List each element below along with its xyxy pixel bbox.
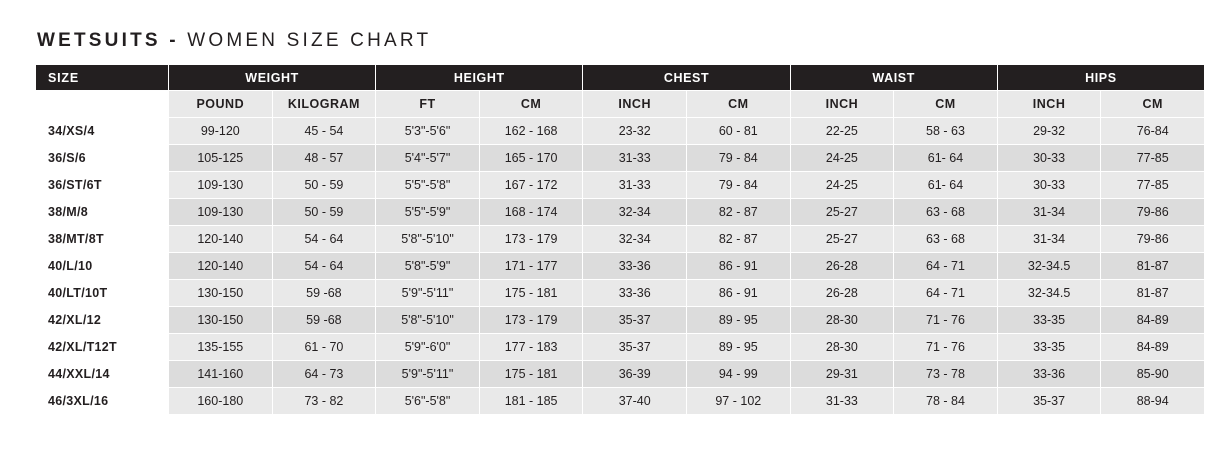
measurement-cell: 77-85 [1101, 145, 1205, 172]
measurement-cell: 5'8"-5'9" [376, 253, 480, 280]
header-unit-ft: FT [376, 91, 480, 118]
measurement-cell: 109-130 [169, 199, 273, 226]
measurement-cell: 79-86 [1101, 226, 1205, 253]
size-label-cell: 36/S/6 [36, 145, 169, 172]
measurement-cell: 86 - 91 [687, 280, 791, 307]
header-unit-pound: POUND [169, 91, 273, 118]
size-label-cell: 36/ST/6T [36, 172, 169, 199]
size-label-cell: 34/XS/4 [36, 118, 169, 145]
measurement-cell: 78 - 84 [894, 388, 998, 415]
measurement-cell: 45 - 54 [272, 118, 376, 145]
measurement-cell: 59 -68 [272, 307, 376, 334]
measurement-cell: 31-33 [790, 388, 894, 415]
measurement-cell: 181 - 185 [479, 388, 583, 415]
measurement-cell: 24-25 [790, 145, 894, 172]
measurement-cell: 5'5"-5'9" [376, 199, 480, 226]
measurement-cell: 141-160 [169, 361, 273, 388]
measurement-cell: 33-35 [997, 307, 1101, 334]
measurement-cell: 168 - 174 [479, 199, 583, 226]
measurement-cell: 94 - 99 [687, 361, 791, 388]
measurement-cell: 88-94 [1101, 388, 1205, 415]
measurement-cell: 24-25 [790, 172, 894, 199]
measurement-cell: 28-30 [790, 307, 894, 334]
measurement-cell: 99-120 [169, 118, 273, 145]
table-row [36, 334, 1205, 361]
header-group-hips: HIPS [997, 65, 1204, 91]
header-group-weight: WEIGHT [169, 65, 376, 91]
measurement-cell: 33-36 [997, 361, 1101, 388]
measurement-cell: 32-34 [583, 199, 687, 226]
measurement-cell: 64 - 71 [894, 280, 998, 307]
measurement-cell: 31-33 [583, 172, 687, 199]
measurement-cell: 5'4"-5'7" [376, 145, 480, 172]
measurement-cell: 35-37 [583, 334, 687, 361]
measurement-cell: 84-89 [1101, 334, 1205, 361]
measurement-cell: 33-36 [583, 280, 687, 307]
measurement-cell: 29-31 [790, 361, 894, 388]
measurement-cell: 63 - 68 [894, 199, 998, 226]
header-unit-chest-cm: CM [687, 91, 791, 118]
measurement-cell: 36-39 [583, 361, 687, 388]
measurement-cell: 37-40 [583, 388, 687, 415]
size-label-cell: 40/L/10 [36, 253, 169, 280]
measurement-cell: 86 - 91 [687, 253, 791, 280]
measurement-cell: 81-87 [1101, 280, 1205, 307]
measurement-cell: 63 - 68 [894, 226, 998, 253]
table-row [36, 307, 1205, 334]
header-unit-hips-inch: INCH [997, 91, 1101, 118]
header-group-chest: CHEST [583, 65, 790, 91]
measurement-cell: 162 - 168 [479, 118, 583, 145]
measurement-cell: 5'9"-5'11" [376, 361, 480, 388]
measurement-cell: 165 - 170 [479, 145, 583, 172]
measurement-cell: 89 - 95 [687, 334, 791, 361]
table-row [36, 388, 1205, 415]
measurement-cell: 73 - 82 [272, 388, 376, 415]
measurement-cell: 135-155 [169, 334, 273, 361]
measurement-cell: 89 - 95 [687, 307, 791, 334]
measurement-cell: 173 - 179 [479, 307, 583, 334]
table-row [36, 361, 1205, 388]
measurement-cell: 109-130 [169, 172, 273, 199]
measurement-cell: 59 -68 [272, 280, 376, 307]
measurement-cell: 171 - 177 [479, 253, 583, 280]
header-unit-blank [36, 91, 169, 118]
measurement-cell: 5'3"-5'6" [376, 118, 480, 145]
measurement-cell: 5'8"-5'10" [376, 226, 480, 253]
measurement-cell: 84-89 [1101, 307, 1205, 334]
measurement-cell: 82 - 87 [687, 226, 791, 253]
measurement-cell: 97 - 102 [687, 388, 791, 415]
measurement-cell: 82 - 87 [687, 199, 791, 226]
measurement-cell: 130-150 [169, 280, 273, 307]
measurement-cell: 26-28 [790, 280, 894, 307]
table-row [36, 226, 1205, 253]
measurement-cell: 50 - 59 [272, 199, 376, 226]
page-title [37, 30, 1100, 52]
measurement-cell: 31-33 [583, 145, 687, 172]
measurement-cell: 58 - 63 [894, 118, 998, 145]
table-row [36, 145, 1205, 172]
header-unit-waist-inch: INCH [790, 91, 894, 118]
measurement-cell: 31-34 [997, 226, 1101, 253]
measurement-cell: 35-37 [997, 388, 1101, 415]
measurement-cell: 77-85 [1101, 172, 1205, 199]
measurement-cell: 5'9"-5'11" [376, 280, 480, 307]
measurement-cell: 105-125 [169, 145, 273, 172]
measurement-cell: 71 - 76 [894, 334, 998, 361]
measurement-cell: 64 - 71 [894, 253, 998, 280]
measurement-cell: 73 - 78 [894, 361, 998, 388]
measurement-cell: 79 - 84 [687, 145, 791, 172]
measurement-cell: 5'8"-5'10" [376, 307, 480, 334]
table-row [36, 118, 1205, 145]
measurement-cell: 5'9"-6'0" [376, 334, 480, 361]
measurement-cell: 81-87 [1101, 253, 1205, 280]
table-unit-header-row [36, 91, 1205, 118]
measurement-cell: 22-25 [790, 118, 894, 145]
measurement-cell: 167 - 172 [479, 172, 583, 199]
measurement-cell: 31-34 [997, 199, 1101, 226]
measurement-cell: 71 - 76 [894, 307, 998, 334]
measurement-cell: 32-34 [583, 226, 687, 253]
measurement-cell: 28-30 [790, 334, 894, 361]
header-group-height: HEIGHT [376, 65, 583, 91]
size-label-cell: 44/XXL/14 [36, 361, 169, 388]
header-group-waist: WAIST [790, 65, 997, 91]
measurement-cell: 25-27 [790, 226, 894, 253]
header-unit-hips-cm: CM [1101, 91, 1205, 118]
table-row [36, 199, 1205, 226]
measurement-cell: 35-37 [583, 307, 687, 334]
header-size: SIZE [36, 65, 169, 91]
measurement-cell: 85-90 [1101, 361, 1205, 388]
measurement-cell: 61 - 70 [272, 334, 376, 361]
measurement-cell: 33-35 [997, 334, 1101, 361]
measurement-cell: 130-150 [169, 307, 273, 334]
measurement-cell: 79 - 84 [687, 172, 791, 199]
size-label-cell: 46/3XL/16 [36, 388, 169, 415]
measurement-cell: 32-34.5 [997, 280, 1101, 307]
measurement-cell: 76-84 [1101, 118, 1205, 145]
size-label-cell: 40/LT/10T [36, 280, 169, 307]
size-label-cell: 42/XL/T12T [36, 334, 169, 361]
table-head [36, 65, 1205, 118]
measurement-cell: 29-32 [997, 118, 1101, 145]
measurement-cell: 32-34.5 [997, 253, 1101, 280]
measurement-cell: 33-36 [583, 253, 687, 280]
measurement-cell: 54 - 64 [272, 253, 376, 280]
header-unit-waist-cm: CM [894, 91, 998, 118]
measurement-cell: 79-86 [1101, 199, 1205, 226]
measurement-cell: 5'6"-5'8" [376, 388, 480, 415]
measurement-cell: 61- 64 [894, 172, 998, 199]
measurement-cell: 30-33 [997, 145, 1101, 172]
measurement-cell: 50 - 59 [272, 172, 376, 199]
measurement-cell: 48 - 57 [272, 145, 376, 172]
measurement-cell: 177 - 183 [479, 334, 583, 361]
measurement-cell: 54 - 64 [272, 226, 376, 253]
table-row [36, 280, 1205, 307]
measurement-cell: 30-33 [997, 172, 1101, 199]
size-label-cell: 42/XL/12 [36, 307, 169, 334]
page-title-light: WOMEN SIZE CHART [178, 30, 432, 51]
measurement-cell: 5'5"-5'8" [376, 172, 480, 199]
measurement-cell: 175 - 181 [479, 280, 583, 307]
measurement-cell: 175 - 181 [479, 361, 583, 388]
measurement-cell: 173 - 179 [479, 226, 583, 253]
table-row [36, 172, 1205, 199]
table-body [36, 118, 1205, 415]
measurement-cell: 160-180 [169, 388, 273, 415]
measurement-cell: 60 - 81 [687, 118, 791, 145]
measurement-cell: 23-32 [583, 118, 687, 145]
measurement-cell: 26-28 [790, 253, 894, 280]
page-title-strong: WETSUITS - [37, 30, 179, 51]
header-unit-kilogram: KILOGRAM [272, 91, 376, 118]
measurement-cell: 64 - 73 [272, 361, 376, 388]
size-chart-table [35, 64, 1205, 415]
size-label-cell: 38/MT/8T [36, 226, 169, 253]
measurement-cell: 120-140 [169, 226, 273, 253]
table-row [36, 253, 1205, 280]
measurement-cell: 25-27 [790, 199, 894, 226]
header-unit-chest-inch: INCH [583, 91, 687, 118]
table-group-header-row [36, 65, 1205, 91]
measurement-cell: 120-140 [169, 253, 273, 280]
measurement-cell: 61- 64 [894, 145, 998, 172]
header-unit-height-cm: CM [479, 91, 583, 118]
size-label-cell: 38/M/8 [36, 199, 169, 226]
